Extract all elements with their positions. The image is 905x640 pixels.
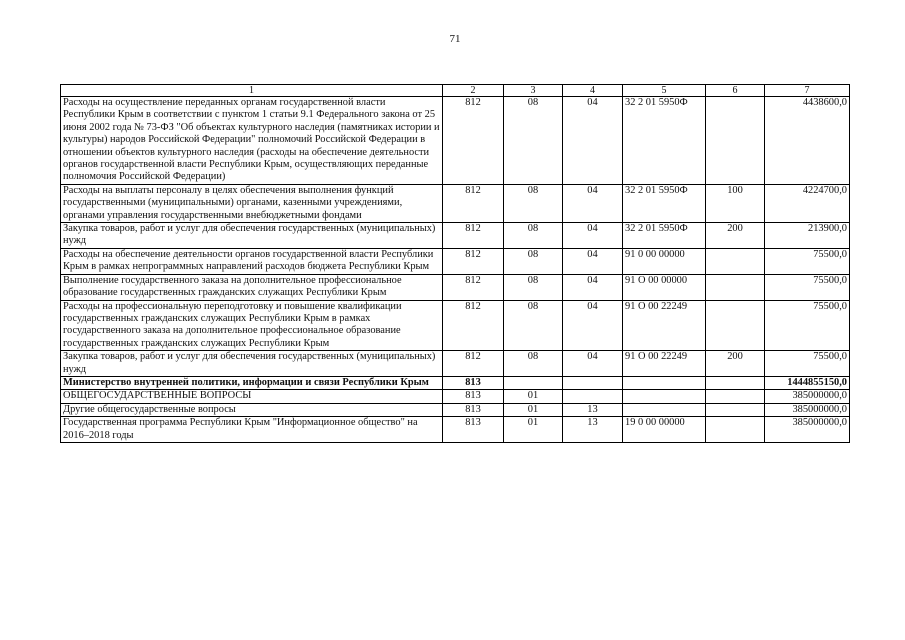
table-row — [61, 223, 850, 249]
grbs-cell: 812 — [443, 184, 504, 222]
table-row — [61, 184, 850, 222]
subsection-cell: 04 — [563, 223, 623, 249]
expense-type-cell: 200 — [706, 351, 765, 377]
subsection-cell: 04 — [563, 97, 623, 185]
subsection-cell — [563, 376, 623, 389]
column-header: 6 — [706, 85, 765, 97]
table-row — [61, 97, 850, 185]
row-name-cell: Расходы на выплаты персоналу в целях обеспечения выполнения функций государственными (муниципальными) органами, казенными учреждениями, органами управления государственными внебюджетными фондами — [61, 184, 443, 222]
table-row — [61, 403, 850, 416]
expense-type-cell — [706, 417, 765, 443]
subsection-cell: 13 — [563, 403, 623, 416]
amount-cell: 385000000,0 — [765, 403, 850, 416]
amount-cell: 75500,0 — [765, 248, 850, 274]
grbs-cell: 812 — [443, 223, 504, 249]
section-cell: 01 — [504, 403, 563, 416]
expense-type-cell — [706, 390, 765, 403]
expense-type-cell — [706, 97, 765, 185]
amount-cell: 213900,0 — [765, 223, 850, 249]
row-name-cell: Министерство внутренней политики, информации и связи Республики Крым — [61, 376, 443, 389]
grbs-cell: 813 — [443, 403, 504, 416]
subsection-cell: 13 — [563, 417, 623, 443]
target-article-cell: 91 0 00 00000 — [623, 248, 706, 274]
expense-type-cell: 100 — [706, 184, 765, 222]
row-name-cell: Государственная программа Республики Крым "Информационное общество" на 2016–2018 годы — [61, 417, 443, 443]
grbs-cell: 812 — [443, 300, 504, 351]
expense-type-cell — [706, 376, 765, 389]
table-row — [61, 300, 850, 351]
grbs-cell: 812 — [443, 351, 504, 377]
target-article-cell: 91 О 00 00000 — [623, 274, 706, 300]
target-article-cell — [623, 390, 706, 403]
column-header: 5 — [623, 85, 706, 97]
amount-cell: 75500,0 — [765, 300, 850, 351]
amount-cell: 385000000,0 — [765, 417, 850, 443]
target-article-cell: 32 2 01 5950Ф — [623, 97, 706, 185]
grbs-cell: 813 — [443, 376, 504, 389]
section-cell: 08 — [504, 274, 563, 300]
row-name-cell: Расходы на обеспечение деятельности органов государственной власти Республики Крым в рамках непрограммных направлений расходов бюджета Республики Крым — [61, 248, 443, 274]
target-article-cell: 19 0 00 00000 — [623, 417, 706, 443]
amount-cell: 1444855150,0 — [765, 376, 850, 389]
target-article-cell: 32 2 01 5950Ф — [623, 223, 706, 249]
row-name-cell: Другие общегосударственные вопросы — [61, 403, 443, 416]
target-article-cell — [623, 403, 706, 416]
table-row — [61, 390, 850, 403]
target-article-cell: 32 2 01 5950Ф — [623, 184, 706, 222]
row-name-cell: Закупка товаров, работ и услуг для обеспечения государственных (муниципальных) нужд — [61, 351, 443, 377]
grbs-cell: 812 — [443, 97, 504, 185]
subsection-cell: 04 — [563, 248, 623, 274]
row-name-cell: Расходы на профессиональную переподготовку и повышение квалификации государственных гражданских служащих Республики Крым в рамках государственного заказа на дополнительное профессиональное образование государственных гражданских служащих Республики Крым — [61, 300, 443, 351]
table-row — [61, 248, 850, 274]
subsection-cell: 04 — [563, 274, 623, 300]
target-article-cell: 91 О 00 22249 — [623, 300, 706, 351]
column-header: 7 — [765, 85, 850, 97]
budget-table — [60, 84, 850, 443]
amount-cell: 75500,0 — [765, 351, 850, 377]
expense-type-cell: 200 — [706, 223, 765, 249]
row-name-cell: ОБЩЕГОСУДАРСТВЕННЫЕ ВОПРОСЫ — [61, 390, 443, 403]
section-cell: 08 — [504, 97, 563, 185]
amount-cell: 385000000,0 — [765, 390, 850, 403]
section-cell: 08 — [504, 248, 563, 274]
section-cell: 08 — [504, 351, 563, 377]
grbs-cell: 812 — [443, 274, 504, 300]
expense-type-cell — [706, 248, 765, 274]
expense-type-cell — [706, 300, 765, 351]
subsection-cell: 04 — [563, 351, 623, 377]
table-row — [61, 376, 850, 389]
column-header: 1 — [61, 85, 443, 97]
subsection-cell: 04 — [563, 184, 623, 222]
grbs-cell: 812 — [443, 248, 504, 274]
table-row — [61, 351, 850, 377]
section-cell — [504, 376, 563, 389]
column-header: 3 — [504, 85, 563, 97]
amount-cell: 4438600,0 — [765, 97, 850, 185]
page-number: 71 — [449, 33, 461, 45]
column-header: 2 — [443, 85, 504, 97]
section-cell: 01 — [504, 417, 563, 443]
subsection-cell — [563, 390, 623, 403]
amount-cell: 75500,0 — [765, 274, 850, 300]
table-row — [61, 417, 850, 443]
target-article-cell — [623, 376, 706, 389]
section-cell: 01 — [504, 390, 563, 403]
table-header-row — [61, 85, 850, 97]
amount-cell: 4224700,0 — [765, 184, 850, 222]
grbs-cell: 813 — [443, 417, 504, 443]
row-name-cell: Закупка товаров, работ и услуг для обеспечения государственных (муниципальных) нужд — [61, 223, 443, 249]
expense-type-cell — [706, 403, 765, 416]
row-name-cell: Выполнение государственного заказа на дополнительное профессиональное образование государственных гражданских служащих Республики Крым — [61, 274, 443, 300]
expense-type-cell — [706, 274, 765, 300]
grbs-cell: 813 — [443, 390, 504, 403]
section-cell: 08 — [504, 184, 563, 222]
section-cell: 08 — [504, 300, 563, 351]
target-article-cell: 91 О 00 22249 — [623, 351, 706, 377]
row-name-cell: Расходы на осуществление переданных органам государственной власти Республики Крым в соответствии с пунктом 1 статьи 9.1 Федерального закона от 25 июня 2002 года № 73-ФЗ "Об объектах культурного наследия (памятниках истории и культуры) народов Российской Федерации" полномочий Российской Федерации в отношении объектов культурного наследия (расходы на обеспечение деятельности органов государственной власти Республики Крым, осуществляющих переданные полномочия Российской Федерации) — [61, 97, 443, 185]
table-row — [61, 274, 850, 300]
column-header: 4 — [563, 85, 623, 97]
section-cell: 08 — [504, 223, 563, 249]
subsection-cell: 04 — [563, 300, 623, 351]
